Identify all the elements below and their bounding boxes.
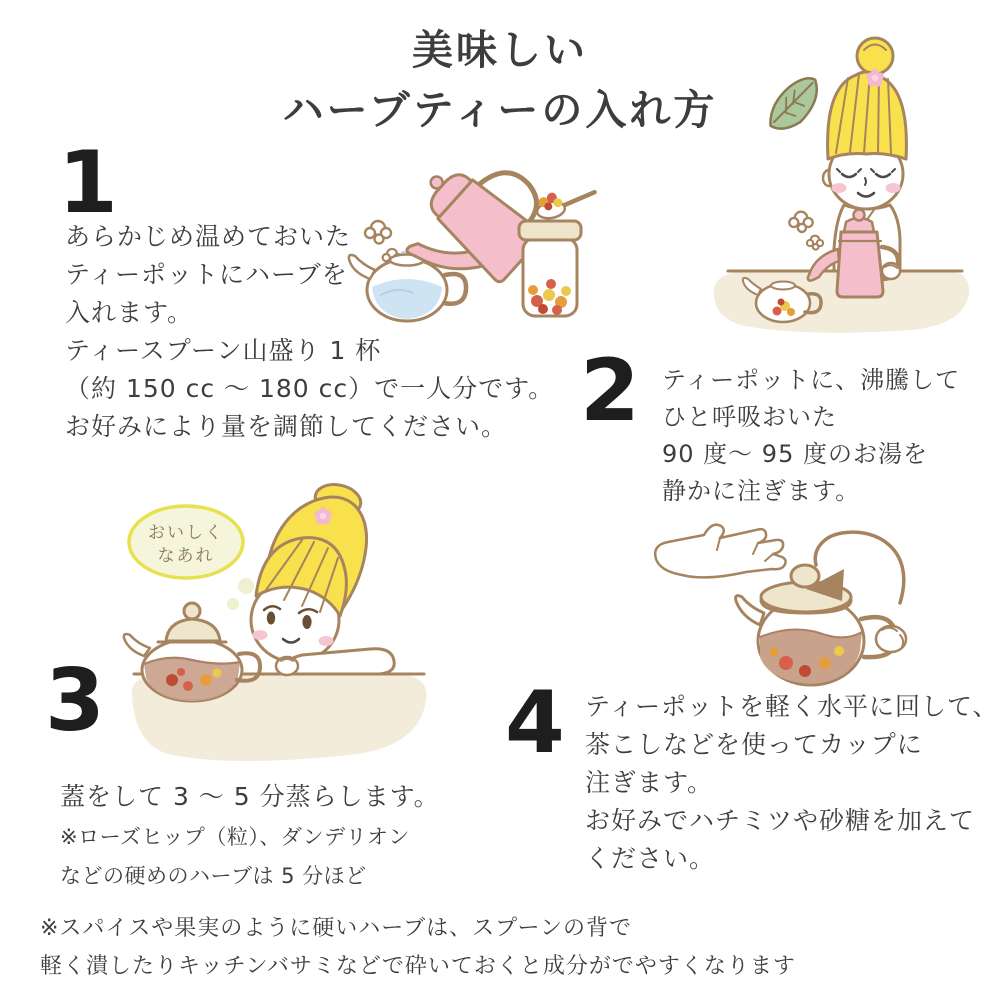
step4-line: 茶こしなどを使ってカップに (585, 730, 923, 759)
step1-line: あらかじめ温めておいた (65, 222, 352, 251)
holding-hand-icon (876, 626, 906, 652)
step2-line: 90 度～ 95 度のお湯を (662, 440, 928, 468)
hand-on-lid-icon (655, 525, 785, 578)
step2-line: ひと呼吸おいた (662, 403, 837, 431)
step4-line: お好みでハチミツや砂糖を加えて (585, 806, 976, 835)
step3-note (60, 818, 410, 896)
footer-line1: ※スパイスや果実のように硬いハーブは、スプーンの背で (40, 916, 633, 941)
step1-line: ティーポットにハーブを (65, 260, 348, 289)
step1-line: ティースプーン山盛り 1 杯 (65, 336, 382, 365)
step1-instructions (65, 218, 554, 446)
page-title (0, 20, 1000, 140)
step4-line: ティーポットを軽く水平に回して、 (585, 692, 999, 721)
step3-line: 蓋をして 3 ～ 5 分蒸らします。 (60, 782, 440, 811)
step1-line: （約 150 cc ～ 180 cc）で一人分です。 (65, 374, 555, 403)
step2-line: ティーポットに、沸騰して (662, 366, 961, 394)
step4-number: 4 (505, 673, 565, 773)
steam-icon (789, 212, 812, 232)
footer-line2: 軽く潰したりキッチンバサミなどで砕いておくと成分がでやすくなります (40, 954, 796, 979)
step3-number: 3 (45, 651, 105, 751)
step3-instructions (60, 780, 440, 814)
title-line2: ハーブティーの入れ方 (282, 86, 718, 134)
bubble-text-line2: なあれ (157, 546, 215, 566)
bubble-text-line1: おいしく (148, 523, 224, 543)
girl-watching (251, 481, 367, 662)
steam-icon (807, 236, 823, 250)
step3-note-line: などの硬めのハーブは 5 分ほど (60, 864, 367, 888)
step1-line: お好みにより量を調節してください。 (65, 412, 508, 441)
speech-bubble (129, 506, 254, 610)
footer-note (40, 910, 796, 986)
step4-line: 注ぎます。 (585, 768, 714, 797)
step3-note-line: ※ローズヒップ（粒）、ダンデリオン (60, 825, 410, 849)
step4-line: ください。 (585, 844, 716, 873)
herb-spoon (534, 185, 597, 220)
step2-number: 2 (580, 341, 640, 441)
step1-number: 1 (58, 133, 118, 233)
step1-line: 入れます。 (65, 298, 194, 327)
title-line1: 美味しい (412, 26, 588, 74)
step2-instructions (662, 362, 960, 510)
step2-line: 静かに注ぎます。 (662, 477, 861, 505)
rotate-teapot-illustration (648, 505, 960, 705)
step4-instructions (585, 688, 999, 878)
